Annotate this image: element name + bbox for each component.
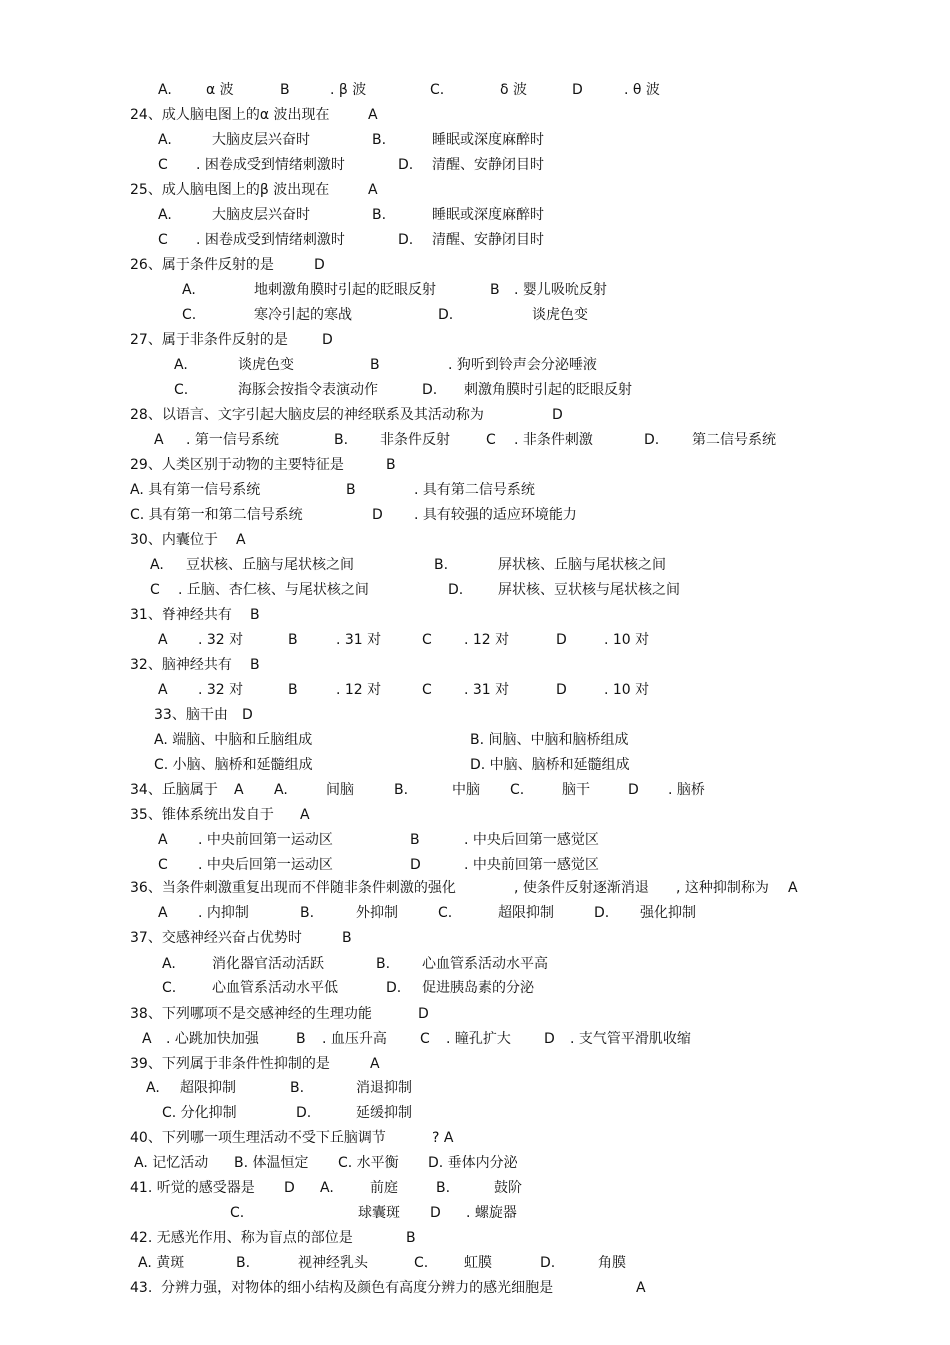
- text-line: [0, 555, 950, 575]
- line-segment-text: 豆状核、丘脑与尾状核之间: [186, 557, 354, 573]
- line-segment-text: 延缓抑制: [356, 1105, 412, 1121]
- line-segment-text: D.: [422, 382, 438, 398]
- text-line: [0, 928, 950, 948]
- line-segment-text: A: [300, 807, 310, 823]
- text-line: [0, 1054, 950, 1074]
- line-segment-text: . θ 波: [624, 82, 660, 98]
- text-line: [0, 730, 950, 750]
- line-segment-text: 外抑制: [356, 905, 398, 921]
- line-lead-text: C. 分化抑制: [162, 1105, 237, 1121]
- line-segment-text: D: [322, 332, 333, 348]
- text-line: [0, 330, 950, 350]
- line-lead-text: 39、下列属于非条件性抑制的是: [130, 1056, 330, 1072]
- line-lead-text: 34、丘脑属于: [130, 782, 218, 798]
- text-line: [0, 705, 950, 725]
- text-line: [0, 1004, 950, 1024]
- line-segment-text: A: [234, 782, 244, 798]
- text-line: [0, 1278, 950, 1298]
- line-segment-text: 强化抑制: [640, 905, 696, 921]
- line-segment-text: B.: [372, 132, 387, 148]
- line-segment-text: . 脑桥: [668, 782, 705, 798]
- text-line: [0, 1153, 950, 1173]
- text-line: [0, 903, 950, 923]
- line-segment-text: A: [788, 880, 798, 896]
- line-segment-text: B: [370, 357, 380, 373]
- text-line: [0, 655, 950, 675]
- text-line: [0, 978, 950, 998]
- line-segment-text: A: [636, 1280, 646, 1296]
- line-segment-text: B.: [372, 207, 387, 223]
- line-segment-text: D.: [398, 232, 414, 248]
- line-segment-text: B.: [300, 905, 315, 921]
- line-lead-text: 33、脑干由: [154, 707, 228, 723]
- line-lead-text: C. 小脑、脑桥和延髓组成: [154, 757, 313, 773]
- line-segment-text: 地刺激角膜时引起的眨眼反射: [254, 282, 436, 298]
- line-segment-text: 清醒、安静闭目时: [432, 232, 544, 248]
- line-segment-text: 中脑: [452, 782, 480, 798]
- line-segment-text: . 非条件刺激: [514, 432, 593, 448]
- line-segment-text: B: [346, 482, 356, 498]
- line-lead-text: A.: [158, 82, 172, 98]
- line-segment-text: B: [250, 607, 260, 623]
- text-line: [0, 878, 950, 898]
- line-segment-text: 虹膜: [464, 1255, 492, 1271]
- text-line: [0, 780, 950, 800]
- text-line: [0, 405, 950, 425]
- line-lead-text: A: [158, 632, 168, 648]
- line-segment-text: D: [556, 682, 567, 698]
- line-segment-text: D.: [540, 1255, 556, 1271]
- line-segment-text: 屏状核、豆状核与尾状核之间: [498, 582, 680, 598]
- line-segment-text: 睡眠或深度麻醉时: [432, 132, 544, 148]
- line-segment-text: B.: [334, 432, 349, 448]
- line-segment-text: C.: [438, 905, 453, 921]
- line-lead-text: 37、交感神经兴奋占优势时: [130, 930, 302, 946]
- line-segment-text: B.: [290, 1080, 305, 1096]
- text-line: [0, 630, 950, 650]
- line-lead-text: C. 具有第一和第二信号系统: [130, 507, 303, 523]
- text-line: [0, 580, 950, 600]
- line-segment-text: . 32 对: [198, 682, 244, 698]
- text-line: [0, 180, 950, 200]
- line-lead-text: A. 端脑、中脑和丘脑组成: [154, 732, 313, 748]
- line-segment-text: D: [572, 82, 583, 98]
- text-line: [0, 755, 950, 775]
- line-segment-text: . 中央后回第一运动区: [198, 857, 333, 873]
- text-line: [0, 855, 950, 875]
- text-line: [0, 605, 950, 625]
- line-lead-text: C: [158, 232, 168, 248]
- line-segment-text: B. 间脑、中脑和脑桥组成: [470, 732, 629, 748]
- line-segment-text: C: [422, 632, 432, 648]
- line-segment-text: D: [314, 257, 325, 273]
- line-segment-text: . 中央前回第一感觉区: [464, 857, 599, 873]
- line-lead-text: 41. 听觉的感受器是: [130, 1180, 255, 1196]
- text-line: [0, 455, 950, 475]
- text-line: [0, 280, 950, 300]
- line-segment-text: 大脑皮层兴奋时: [212, 207, 310, 223]
- line-segment-text: 非条件反射: [380, 432, 450, 448]
- line-lead-text: 29、人类区别于动物的主要特征是: [130, 457, 344, 473]
- line-segment-text: B.: [394, 782, 409, 798]
- line-segment-text: 海豚会按指令表演动作: [238, 382, 378, 398]
- text-line: [0, 1228, 950, 1248]
- line-lead-text: 32、脑神经共有: [130, 657, 232, 673]
- line-lead-text: C: [150, 582, 160, 598]
- text-line: [0, 680, 950, 700]
- line-segment-text: . 31 对: [336, 632, 382, 648]
- line-segment-text: D.: [386, 980, 402, 996]
- line-segment-text: . 10 对: [604, 632, 650, 648]
- text-line: [0, 430, 950, 450]
- line-segment-text: B.: [434, 557, 449, 573]
- line-segment-text: C.: [414, 1255, 429, 1271]
- text-line: [0, 480, 950, 500]
- line-lead-text: 27、属于非条件反射的是: [130, 332, 288, 348]
- line-segment-text: A.: [320, 1180, 334, 1196]
- line-segment-text: B: [250, 657, 260, 673]
- line-segment-text: D.: [644, 432, 660, 448]
- line-lead-text: C.: [182, 307, 197, 323]
- line-segment-text: . 具有第二信号系统: [414, 482, 535, 498]
- text-line: [0, 1029, 950, 1049]
- line-lead-text: 43. 分辨力强，对物体的细小结构及颜色有高度分辨力的感光细胞是: [130, 1280, 554, 1296]
- line-segment-text: , 这种抑制称为: [676, 880, 769, 896]
- line-segment-text: B.: [236, 1255, 251, 1271]
- line-lead-text: A.: [158, 207, 172, 223]
- line-segment-text: 促进胰岛素的分泌: [422, 980, 534, 996]
- line-segment-text: B: [280, 82, 290, 98]
- line-segment-text: B.: [436, 1180, 451, 1196]
- line-segment-text: . 中央前回第一运动区: [198, 832, 333, 848]
- text-line: [0, 1203, 950, 1223]
- line-segment-text: B: [410, 832, 420, 848]
- line-segment-text: 球囊斑: [358, 1205, 400, 1221]
- line-segment-text: D.: [594, 905, 610, 921]
- text-line: [0, 530, 950, 550]
- line-segment-text: A: [368, 107, 378, 123]
- line-segment-text: D: [556, 632, 567, 648]
- text-line: [0, 1103, 950, 1123]
- line-segment-text: D: [628, 782, 639, 798]
- text-line: [0, 505, 950, 525]
- line-segment-text: 刺激角膜时引起的眨眼反射: [464, 382, 632, 398]
- line-segment-text: . 狗听到铃声会分泌唾液: [448, 357, 597, 373]
- text-line: [0, 255, 950, 275]
- line-segment-text: 鼓阶: [494, 1180, 522, 1196]
- line-segment-text: . β 波: [330, 82, 367, 98]
- line-segment-text: . 12 对: [464, 632, 510, 648]
- line-lead-text: C.: [174, 382, 189, 398]
- line-segment-text: D. 垂体内分泌: [428, 1155, 518, 1171]
- line-lead-text: A: [154, 432, 164, 448]
- text-line: [0, 1128, 950, 1148]
- line-segment-text: D.: [448, 582, 464, 598]
- line-lead-text: A.: [146, 1080, 160, 1096]
- line-lead-text: 35、锥体系统出发自于: [130, 807, 274, 823]
- line-segment-text: . 中央后回第一感觉区: [464, 832, 599, 848]
- line-segment-text: A: [368, 182, 378, 198]
- text-line: [0, 954, 950, 974]
- line-segment-text: 消化器官活动活跃: [212, 956, 324, 972]
- line-segment-text: D.: [296, 1105, 312, 1121]
- line-segment-text: , 使条件反射逐渐消退: [514, 880, 649, 896]
- text-line: [0, 230, 950, 250]
- line-segment-text: D.: [438, 307, 454, 323]
- line-lead-text: 28、以语言、文字引起大脑皮层的神经联系及其活动称为: [130, 407, 484, 423]
- line-lead-text: A.: [150, 557, 164, 573]
- line-lead-text: C.: [230, 1205, 245, 1221]
- line-segment-text: . 32 对: [198, 632, 244, 648]
- line-segment-text: C: [420, 1031, 430, 1047]
- line-segment-text: B: [342, 930, 352, 946]
- line-segment-text: 谈虎色变: [532, 307, 588, 323]
- line-lead-text: A.: [162, 956, 176, 972]
- text-line: [0, 355, 950, 375]
- text-line: [0, 130, 950, 150]
- line-lead-text: 26、属于条件反射的是: [130, 257, 274, 273]
- line-segment-text: 脑干: [562, 782, 590, 798]
- line-segment-text: . 内抑制: [198, 905, 249, 921]
- line-segment-text: . 螺旋器: [466, 1205, 517, 1221]
- line-segment-text: D: [544, 1031, 555, 1047]
- line-segment-text: 清醒、安静闭目时: [432, 157, 544, 173]
- line-lead-text: C.: [162, 980, 177, 996]
- line-segment-text: . 12 对: [336, 682, 382, 698]
- text-line: [0, 305, 950, 325]
- line-segment-text: D. 中脑、脑桥和延髓组成: [470, 757, 630, 773]
- line-segment-text: A: [370, 1056, 380, 1072]
- line-lead-text: A.: [158, 132, 172, 148]
- line-segment-text: D: [372, 507, 383, 523]
- line-lead-text: 40、下列哪一项生理活动不受下丘脑调节: [130, 1130, 386, 1146]
- line-segment-text: 前庭: [370, 1180, 398, 1196]
- line-segment-text: B. 体温恒定: [234, 1155, 309, 1171]
- text-line: [0, 1078, 950, 1098]
- line-segment-text: D.: [398, 157, 414, 173]
- line-segment-text: ? A: [432, 1130, 454, 1146]
- line-segment-text: D: [242, 707, 253, 723]
- text-line: [0, 205, 950, 225]
- line-segment-text: . 具有较强的适应环境能力: [414, 507, 577, 523]
- line-lead-text: 31、脊神经共有: [130, 607, 232, 623]
- line-segment-text: D: [430, 1205, 441, 1221]
- line-segment-text: D: [418, 1006, 429, 1022]
- text-line: [0, 1253, 950, 1273]
- line-lead-text: 24、成人脑电图上的α 波出现在: [130, 107, 330, 123]
- line-segment-text: C: [486, 432, 496, 448]
- line-segment-text: . 婴儿吸吮反射: [514, 282, 607, 298]
- line-lead-text: C: [158, 857, 168, 873]
- line-lead-text: 30、内囊位于: [130, 532, 218, 548]
- line-segment-text: . 困卷成受到情绪刺激时: [196, 232, 345, 248]
- line-segment-text: . 瞳孔扩大: [446, 1031, 511, 1047]
- line-segment-text: . 第一信号系统: [186, 432, 279, 448]
- line-lead-text: A. 具有第一信号系统: [130, 482, 261, 498]
- line-lead-text: A: [142, 1031, 152, 1047]
- text-line: [0, 1178, 950, 1198]
- line-segment-text: . 血压升高: [322, 1031, 387, 1047]
- line-segment-text: B: [288, 682, 298, 698]
- line-lead-text: A: [158, 682, 168, 698]
- text-line: [0, 380, 950, 400]
- line-segment-text: . 10 对: [604, 682, 650, 698]
- line-segment-text: 心血管系活动水平低: [212, 980, 338, 996]
- text-line: [0, 805, 950, 825]
- line-segment-text: 消退抑制: [356, 1080, 412, 1096]
- line-lead-text: 42. 无感光作用、称为盲点的部位是: [130, 1230, 353, 1246]
- line-lead-text: 25、成人脑电图上的β 波出现在: [130, 182, 330, 198]
- line-segment-text: C: [422, 682, 432, 698]
- line-segment-text: 大脑皮层兴奋时: [212, 132, 310, 148]
- line-segment-text: D: [410, 857, 421, 873]
- line-segment-text: δ 波: [500, 82, 528, 98]
- line-segment-text: 睡眠或深度麻醉时: [432, 207, 544, 223]
- line-segment-text: . 支气管平滑肌收缩: [570, 1031, 691, 1047]
- line-lead-text: A.: [174, 357, 188, 373]
- line-segment-text: B: [288, 632, 298, 648]
- line-segment-text: 寒冷引起的寒战: [254, 307, 352, 323]
- line-segment-text: A.: [274, 782, 288, 798]
- line-segment-text: 间脑: [326, 782, 354, 798]
- line-lead-text: 38、下列哪项不是交感神经的生理功能: [130, 1006, 372, 1022]
- line-segment-text: B.: [376, 956, 391, 972]
- line-segment-text: A: [236, 532, 246, 548]
- line-lead-text: 36、当条件刺激重复出现而不伴随非条件刺激的强化: [130, 880, 456, 896]
- line-segment-text: B: [386, 457, 396, 473]
- line-segment-text: 角膜: [598, 1255, 626, 1271]
- text-line: [0, 155, 950, 175]
- text-line: [0, 830, 950, 850]
- line-segment-text: . 困卷成受到情绪刺激时: [196, 157, 345, 173]
- line-segment-text: 第二信号系统: [692, 432, 776, 448]
- line-lead-text: C: [158, 157, 168, 173]
- line-segment-text: . 心跳加快加强: [166, 1031, 259, 1047]
- line-lead-text: A. 记忆活动: [134, 1155, 209, 1171]
- line-segment-text: B: [296, 1031, 306, 1047]
- line-segment-text: 屏状核、丘脑与尾状核之间: [498, 557, 666, 573]
- text-line: [0, 105, 950, 125]
- line-lead-text: A: [158, 905, 168, 921]
- text-line: [0, 80, 950, 100]
- line-segment-text: C. 水平衡: [338, 1155, 399, 1171]
- line-segment-text: B: [490, 282, 500, 298]
- line-lead-text: A: [158, 832, 168, 848]
- line-segment-text: 超限抑制: [180, 1080, 236, 1096]
- line-segment-text: 心血管系活动水平高: [422, 956, 548, 972]
- line-segment-text: C.: [510, 782, 525, 798]
- line-segment-text: 谈虎色变: [238, 357, 294, 373]
- line-lead-text: A.: [182, 282, 196, 298]
- line-segment-text: α 波: [206, 82, 234, 98]
- line-segment-text: 视神经乳头: [298, 1255, 368, 1271]
- line-segment-text: B: [406, 1230, 416, 1246]
- line-segment-text: C.: [430, 82, 445, 98]
- line-segment-text: D: [284, 1180, 295, 1196]
- line-segment-text: . 31 对: [464, 682, 510, 698]
- line-lead-text: A. 黄斑: [138, 1255, 185, 1271]
- line-segment-text: . 丘脑、杏仁核、与尾状核之间: [178, 582, 369, 598]
- line-segment-text: 超限抑制: [498, 905, 554, 921]
- line-segment-text: D: [552, 407, 563, 423]
